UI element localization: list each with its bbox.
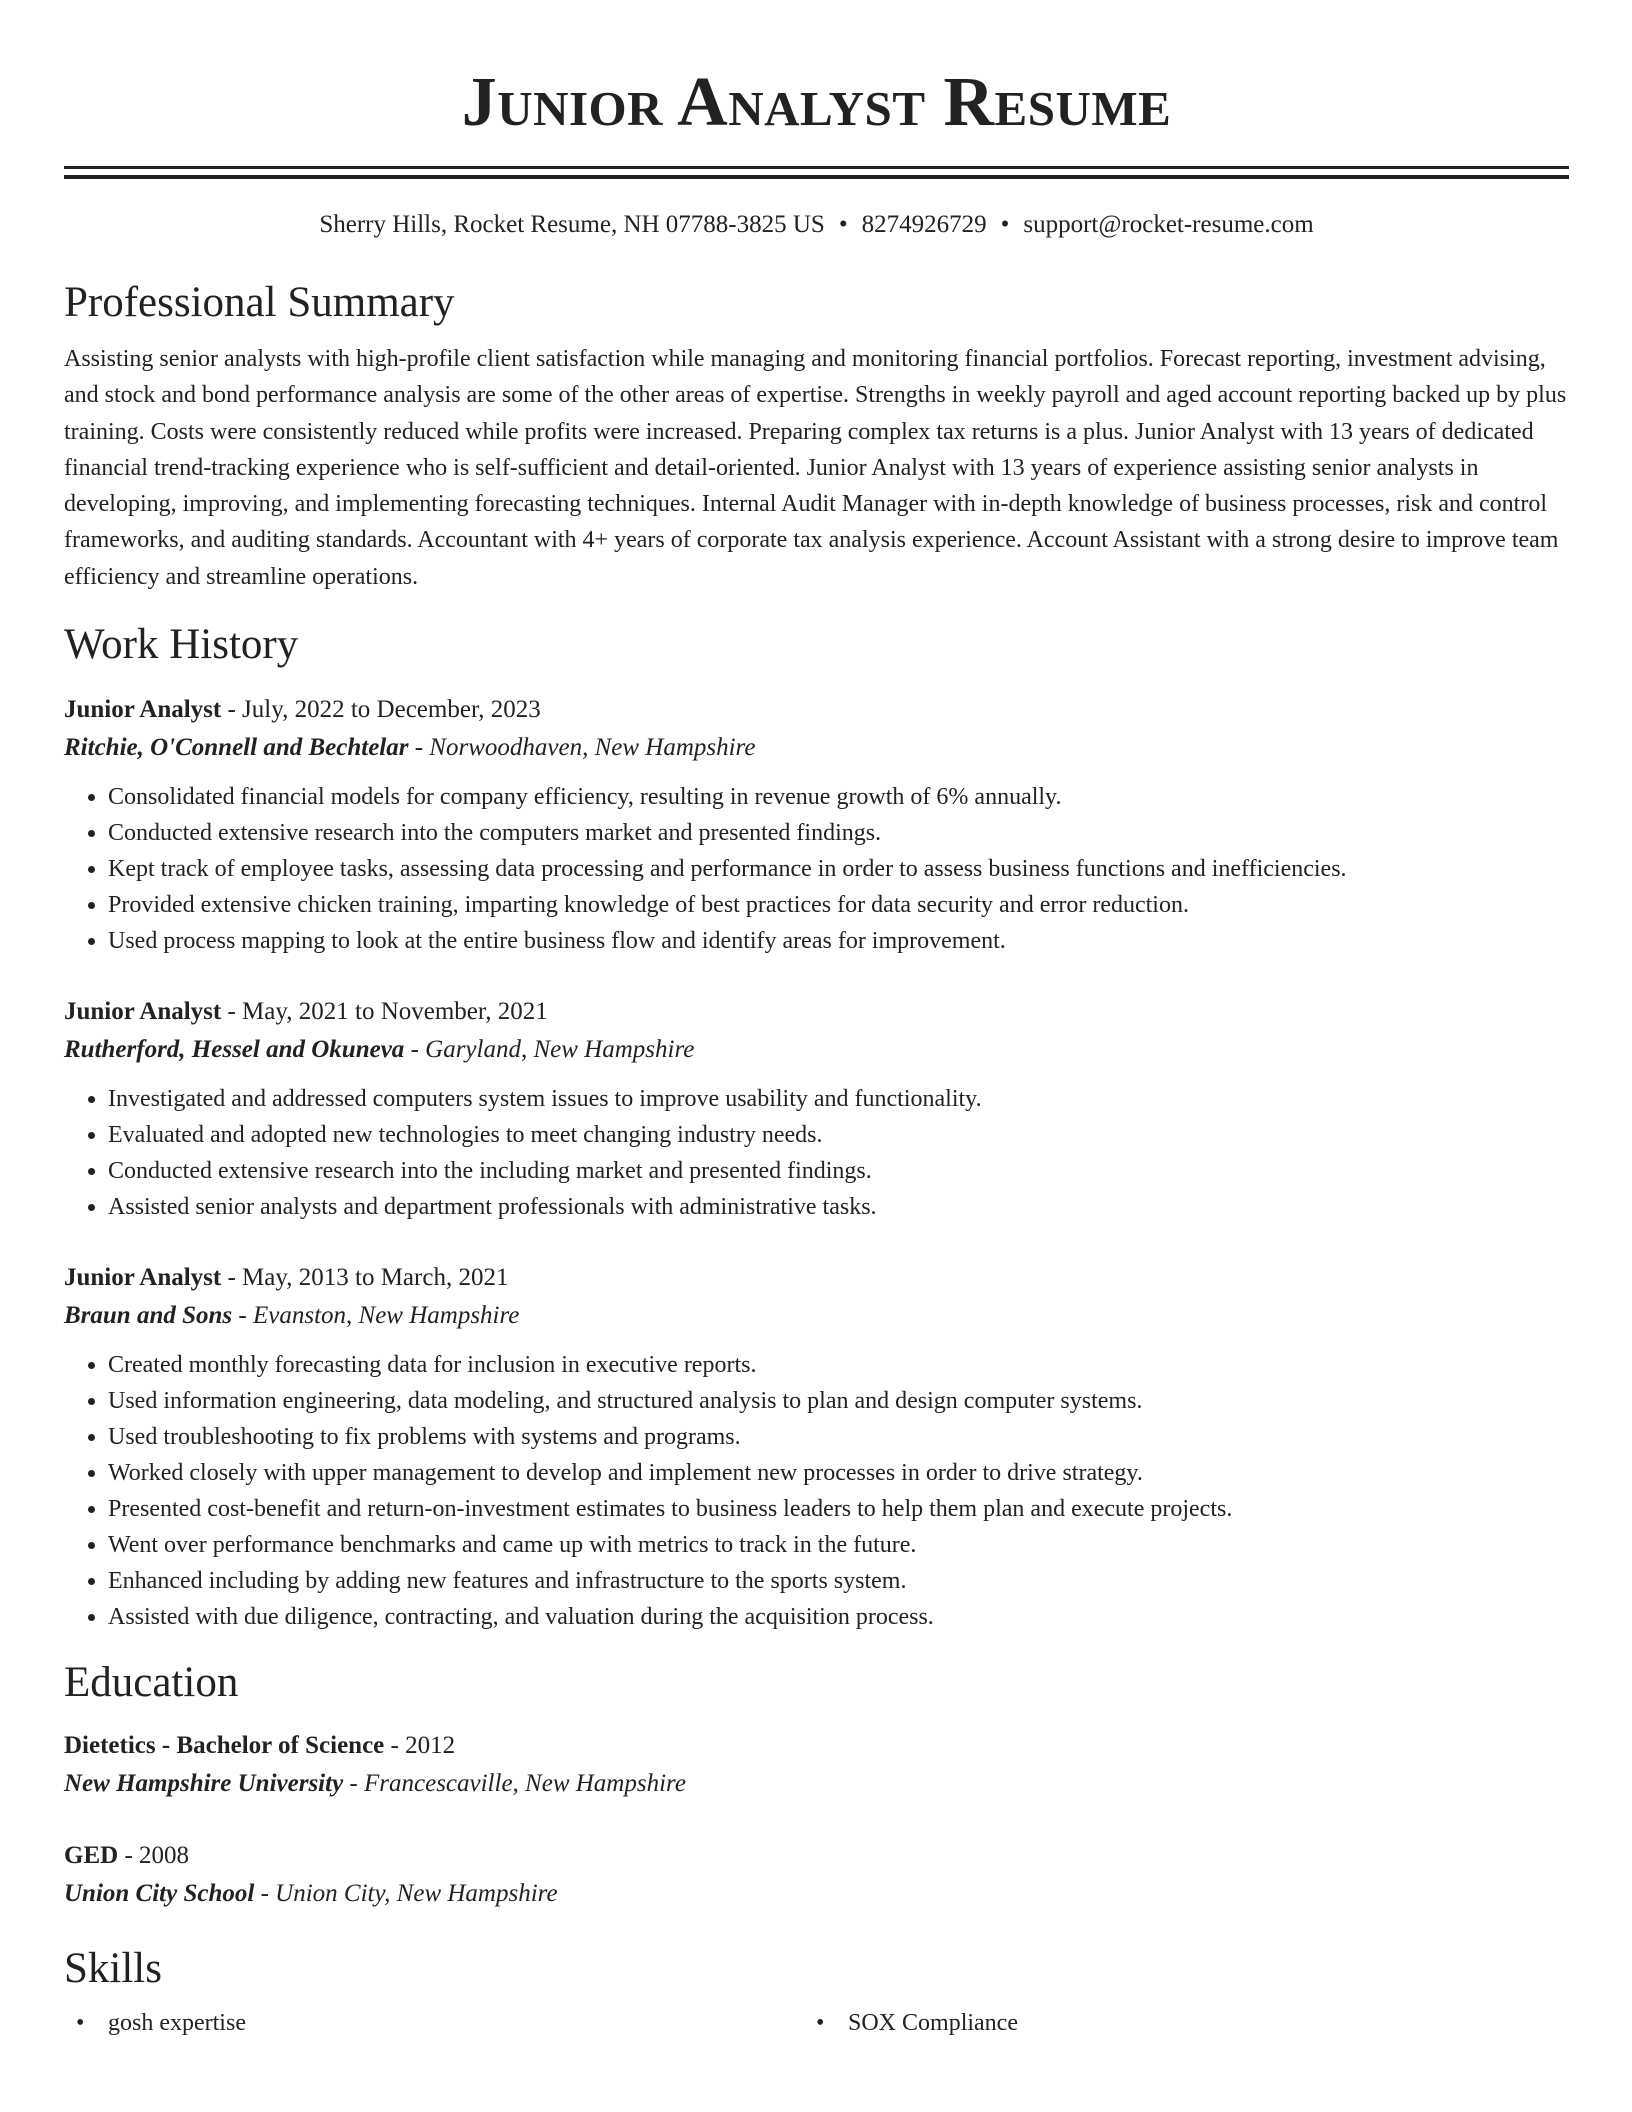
education-school: New Hampshire University — [64, 1770, 344, 1798]
education-school: Union City School — [64, 1880, 255, 1908]
education-entry — [64, 1727, 1569, 1803]
job-bullet: • Assisted with due diligence, contracting, and valuation during the acquisition process. — [108, 1599, 1569, 1635]
education-degree: GED — [64, 1842, 119, 1870]
resume-title: Junior Analyst Resume — [461, 64, 1172, 141]
education-degree-line — [64, 1727, 1569, 1765]
job-title-line — [64, 691, 1569, 729]
job-bullet: • Consolidated financial models for company efficiency, resulting in revenue growth of 6% annually. — [108, 779, 1569, 815]
job-bullet: • Evaluated and adopted new technologies to meet changing industry needs. — [108, 1117, 1569, 1153]
education-degree: Dietetics - Bachelor of Science — [64, 1732, 385, 1760]
skills-heading: Skills — [64, 1945, 162, 1993]
job-location: - Norwoodhaven, New Hampshire — [408, 734, 756, 762]
contact-separator: • — [1000, 211, 1010, 238]
job-location: - Garyland, New Hampshire — [404, 1036, 695, 1064]
job-entry — [64, 691, 1569, 959]
job-dates: - May, 2013 to March, 2021 — [221, 1264, 509, 1292]
job-bullet: • Presented cost-benefit and return-on-investment estimates to business leaders to help them plan and execute projects. — [108, 1491, 1569, 1527]
job-title: Junior Analyst — [64, 1264, 222, 1292]
job-bullet: • Used process mapping to look at the entire business flow and identify areas for improvement. — [108, 923, 1569, 959]
work-history-heading: Work History — [64, 621, 299, 669]
summary-text: Assisting senior analysts with high-profile client satisfaction while managing and monitoring financial portfolios. Forecast reporting, investment advising, and stock and bond performance analysis are some of the other areas of expertise. Strengths in weekly payroll and aged account reporting backed up by plus training. Costs were consistently reduced while profits were increased. Preparing complex tax returns is a plus. Junior Analyst with 13 years of dedicated financial trend-tracking experience who is self-sufficient and detail-oriented. Junior Analyst with 13 years of experience assisting senior analysts in developing, improving, and implementing forecasting techniques. Internal Audit Manager with in-depth knowledge of business processes, risk and control frameworks, and auditing standards. Accountant with 4+ years of corporate tax analysis experience. Account Assistant with a strong desire to improve team efficiency and streamline operations. — [64, 346, 1567, 590]
education-heading: Education — [64, 1659, 239, 1707]
job-title-line — [64, 1259, 1569, 1297]
job-bullet: • Worked closely with upper management to develop and implement new processes in order to drive strategy. — [108, 1455, 1569, 1491]
education-school-line — [64, 1765, 1569, 1803]
title-rule-bottom — [64, 175, 1569, 179]
contact-separator: • — [838, 211, 848, 238]
summary-heading: Professional Summary — [64, 279, 455, 326]
job-company-line — [64, 729, 1569, 767]
education-entry — [64, 1837, 1569, 1913]
job-company: Ritchie, O'Connell and Bechtelar — [64, 734, 409, 762]
job-title: Junior Analyst — [64, 998, 222, 1026]
title-rule-top — [64, 166, 1569, 169]
job-bullet: • Enhanced including by adding new features and infrastructure to the sports system. — [108, 1563, 1569, 1599]
job-title-line — [64, 993, 1569, 1031]
job-dates: - July, 2022 to December, 2023 — [221, 696, 541, 724]
job-bullets — [64, 1081, 1569, 1225]
education-location: - Union City, New Hampshire — [254, 1880, 558, 1908]
education-year: - 2008 — [118, 1842, 190, 1870]
job-bullet: • Kept track of employee tasks, assessing data processing and performance in order to assess business functions and inefficiencies. — [108, 851, 1569, 887]
education-location: - Francescaville, New Hampshire — [343, 1770, 686, 1798]
job-bullets — [64, 1347, 1569, 1635]
job-bullets — [64, 779, 1569, 959]
education-degree-line — [64, 1837, 1569, 1875]
job-bullet: • Provided extensive chicken training, imparting knowledge of best practices for data security and error reduction. — [108, 887, 1569, 923]
job-bullet: • Used information engineering, data modeling, and structured analysis to plan and design computer systems. — [108, 1383, 1569, 1419]
job-company: Rutherford, Hessel and Okuneva — [64, 1036, 405, 1064]
job-company-line — [64, 1031, 1569, 1069]
job-title: Junior Analyst — [64, 696, 222, 724]
job-bullet: • Used troubleshooting to fix problems with systems and programs. — [108, 1419, 1569, 1455]
job-bullet: • Conducted extensive research into the including market and presented findings. — [108, 1153, 1569, 1189]
job-location: - Evanston, New Hampshire — [232, 1302, 520, 1330]
education-year: - 2012 — [384, 1732, 456, 1760]
job-entry — [64, 993, 1569, 1225]
job-entry — [64, 1259, 1569, 1635]
job-dates: - May, 2021 to November, 2021 — [221, 998, 548, 1026]
contact-phone: 8274926729 — [861, 211, 987, 238]
job-bullet: • Conducted extensive research into the computers market and presented findings. — [108, 815, 1569, 851]
skill-item: • gosh expertise — [64, 2005, 804, 2041]
job-company: Braun and Sons — [64, 1302, 233, 1330]
job-bullet: • Went over performance benchmarks and came up with metrics to track in the future. — [108, 1527, 1569, 1563]
education-school-line — [64, 1875, 1569, 1913]
contact-line — [64, 209, 1569, 241]
job-bullet: • Investigated and addressed computers system issues to improve usability and functionality. — [108, 1081, 1569, 1117]
contact-address: Sherry Hills, Rocket Resume, NH 07788-3825 US — [319, 211, 825, 238]
skills-list — [64, 2005, 1569, 2041]
skill-item: • SOX Compliance — [804, 2005, 1544, 2041]
job-bullet: • Assisted senior analysts and department professionals with administrative tasks. — [108, 1189, 1569, 1225]
job-company-line — [64, 1297, 1569, 1335]
resume-page — [64, 0, 1569, 2041]
contact-email: support@rocket-resume.com — [1023, 211, 1314, 238]
job-bullet: • Created monthly forecasting data for inclusion in executive reports. — [108, 1347, 1569, 1383]
